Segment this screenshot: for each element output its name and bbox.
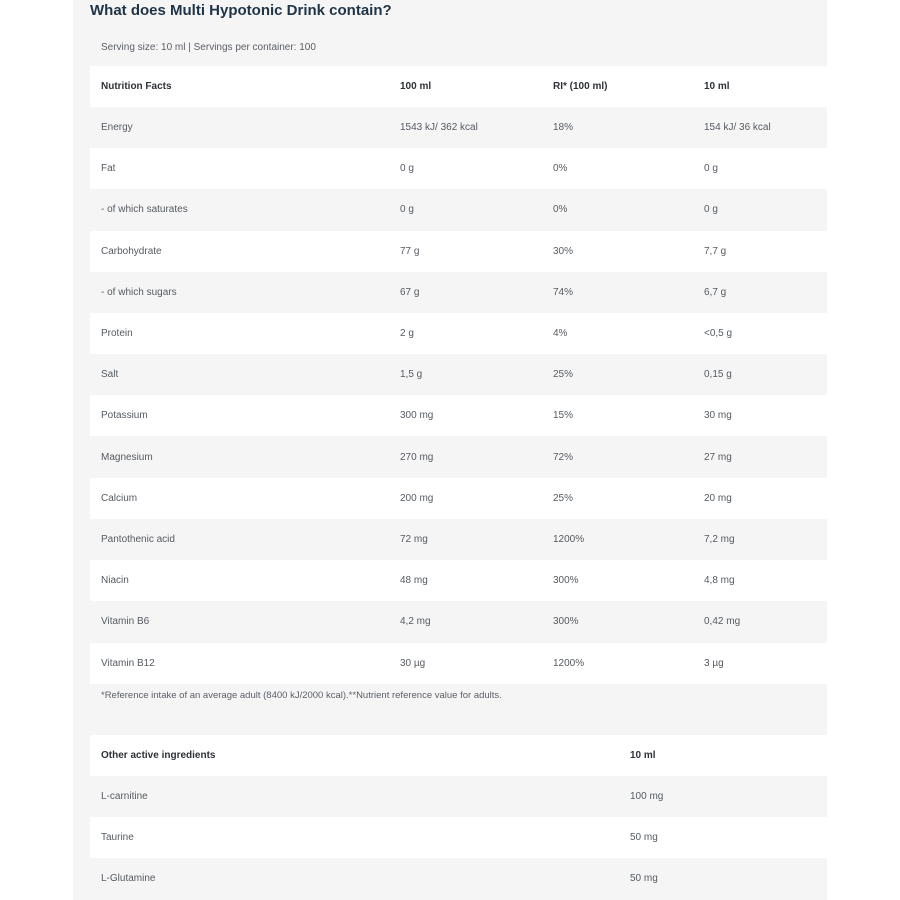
nutrient-value: 3 µg	[704, 658, 724, 669]
nutrient-value: 0 g	[704, 204, 718, 215]
table-row	[90, 437, 827, 478]
nutrient-name: Pantothenic acid	[101, 534, 175, 545]
nutrient-value: 48 mg	[400, 575, 428, 586]
nutrient-value: 25%	[553, 493, 574, 504]
nutrient-value: 27 mg	[704, 452, 732, 463]
nutrient-value: 1543 kJ/ 362 kcal	[400, 122, 478, 133]
table-row	[90, 776, 827, 817]
serving-info: Serving size: 10 ml | Servings per container: 100	[101, 42, 316, 53]
nutrient-value: 7,7 g	[704, 246, 727, 257]
nutrient-value: 0,42 mg	[704, 616, 741, 627]
nutrient-value: <0,5 g	[704, 328, 733, 339]
nutrient-name: Magnesium	[101, 452, 153, 463]
nutrient-value: 0%	[553, 163, 568, 174]
nutrient-value: 154 kJ/ 36 kcal	[704, 122, 771, 133]
nutrient-value: 25%	[553, 369, 574, 380]
nutrient-value: 200 mg	[400, 493, 434, 504]
nutrient-name: Potassium	[101, 410, 148, 421]
nutrient-name: - of which sugars	[101, 287, 177, 298]
table-row	[90, 601, 827, 642]
nutrient-value: 18%	[553, 122, 574, 133]
table-row	[90, 478, 827, 519]
table-row	[90, 643, 827, 684]
nutrient-value: 1,5 g	[400, 369, 423, 380]
nutrient-value: 300 mg	[400, 410, 434, 421]
table-row	[90, 231, 827, 272]
table-row	[90, 560, 827, 601]
nutrient-value: 30 µg	[400, 658, 426, 669]
nutrient-name: Calcium	[101, 493, 138, 504]
nutrient-name: Carbohydrate	[101, 246, 162, 257]
other-header-row	[90, 735, 827, 776]
header-cell: 10 ml	[630, 750, 656, 761]
ingredient-value: 100 mg	[630, 791, 664, 802]
nutrient-name: Vitamin B6	[101, 616, 150, 627]
nutrient-value: 270 mg	[400, 452, 434, 463]
nutrient-value: 300%	[553, 575, 579, 586]
nutrient-value: 1200%	[553, 534, 585, 545]
ingredient-name: Taurine	[101, 832, 134, 843]
table-row	[90, 189, 827, 230]
table-row	[90, 354, 827, 395]
table-row	[90, 148, 827, 189]
header-cell: 100 ml	[400, 81, 432, 92]
nutrient-value: 300%	[553, 616, 579, 627]
nutrient-name: - of which saturates	[101, 204, 188, 215]
nutrition-header-row	[90, 66, 827, 107]
nutrient-name: Vitamin B12	[101, 658, 155, 669]
footnote: *Reference intake of an average adult (8400 kJ/2000 kcal).**Nutrient reference value for adults.	[101, 690, 502, 701]
nutrient-value: 30%	[553, 246, 574, 257]
table-row	[90, 272, 827, 313]
header-cell: Other active ingredients	[101, 750, 216, 761]
nutrient-value: 15%	[553, 410, 574, 421]
nutrient-value: 0 g	[704, 163, 718, 174]
page-title: What does Multi Hypotonic Drink contain?	[90, 2, 392, 19]
nutrient-value: 77 g	[400, 246, 420, 257]
nutrient-value: 72%	[553, 452, 574, 463]
nutrient-name: Salt	[101, 369, 119, 380]
header-cell: RI* (100 ml)	[553, 81, 608, 92]
header-cell: 10 ml	[704, 81, 730, 92]
table-row	[90, 313, 827, 354]
nutrient-value: 4,2 mg	[400, 616, 431, 627]
nutrient-value: 7,2 mg	[704, 534, 735, 545]
nutrient-value: 0 g	[400, 204, 414, 215]
nutrient-value: 4%	[553, 328, 568, 339]
nutrient-name: Protein	[101, 328, 133, 339]
ingredient-name: L-carnitine	[101, 791, 148, 802]
nutrient-value: 0 g	[400, 163, 414, 174]
nutrient-value: 30 mg	[704, 410, 732, 421]
table-row	[90, 817, 827, 858]
nutrient-value: 2 g	[400, 328, 414, 339]
nutrient-value: 67 g	[400, 287, 420, 298]
nutrient-value: 1200%	[553, 658, 585, 669]
nutrient-value: 4,8 mg	[704, 575, 735, 586]
nutrient-name: Fat	[101, 163, 116, 174]
nutrient-name: Niacin	[101, 575, 129, 586]
ingredient-value: 50 mg	[630, 873, 658, 884]
nutrient-value: 20 mg	[704, 493, 732, 504]
table-row	[90, 858, 827, 899]
nutrient-value: 72 mg	[400, 534, 428, 545]
table-row	[90, 519, 827, 560]
nutrient-value: 0,15 g	[704, 369, 732, 380]
table-row	[90, 107, 827, 148]
header-cell: Nutrition Facts	[101, 81, 172, 92]
nutrient-name: Energy	[101, 122, 133, 133]
table-row	[90, 395, 827, 436]
nutrient-value: 6,7 g	[704, 287, 727, 298]
ingredient-name: L-Glutamine	[101, 873, 156, 884]
nutrient-value: 0%	[553, 204, 568, 215]
nutrient-value: 74%	[553, 287, 574, 298]
ingredient-value: 50 mg	[630, 832, 658, 843]
